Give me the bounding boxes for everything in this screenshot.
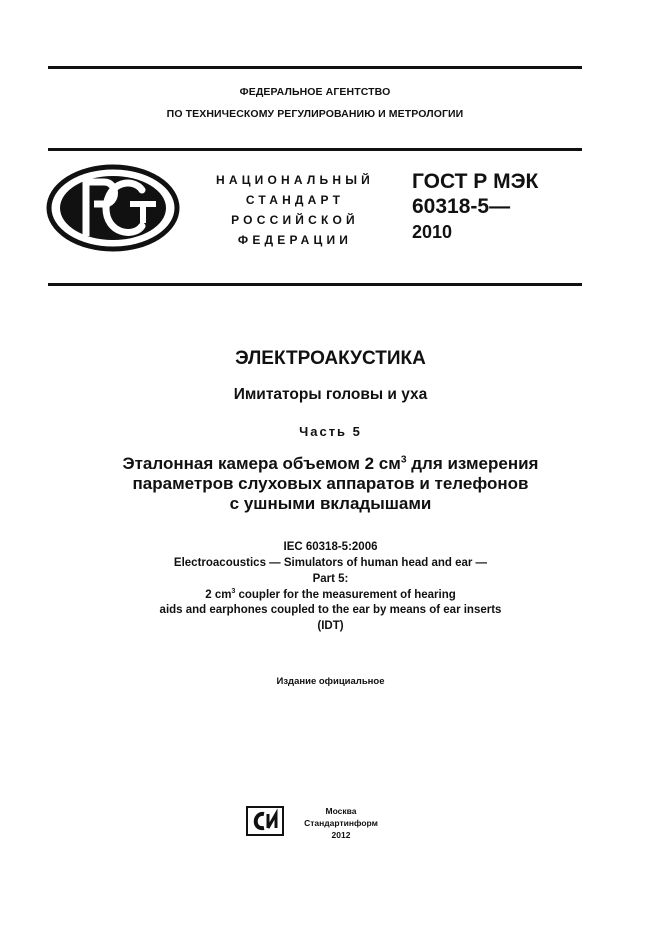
english-line-3-post: coupler for the measurement of hearing	[235, 589, 456, 601]
part-label: Часть 5	[299, 424, 362, 439]
standard-label-3: РОССИЙСКОЙ	[231, 213, 359, 227]
main-title: ЭЛЕКТРОАКУСТИКА	[235, 348, 426, 369]
agency-line-1: ФЕДЕРАЛЬНОЕ АГЕНТСТВО	[239, 86, 391, 98]
iec-reference: IEC 60318-5:2006	[283, 541, 378, 553]
english-title-line-1: Electroacoustics — Simulators of human head and ear —	[173, 557, 488, 569]
edition-note: Издание официальное	[276, 676, 385, 687]
gost-r-logo	[46, 164, 180, 252]
designation-line-2: 60318-5—	[412, 195, 511, 218]
standartinform-logo	[246, 806, 284, 836]
standard-label-2: СТАНДАРТ	[245, 193, 345, 207]
designation-line-1: ГОСТ Р МЭК	[412, 170, 539, 193]
subtitle: Имитаторы головы и уха	[233, 386, 428, 403]
standard-label-1: НАЦИОНАЛЬНЫЙ	[215, 173, 375, 187]
english-title-line-3	[0, 588, 661, 603]
top-rule	[48, 66, 582, 69]
english-title-line-4: aids and earphones coupled to the ear by means of ear inserts	[159, 604, 502, 616]
english-title-line-2: Part 5:	[312, 573, 349, 585]
standard-label-4: ФЕДЕРАЦИИ	[237, 233, 353, 247]
part-title-line-1-pre: Эталонная камера объемом 2 см	[122, 454, 401, 473]
part-title-line-1	[0, 454, 661, 474]
publisher-year: 2012	[331, 830, 351, 840]
part-title-line-2: параметров слуховых аппаратов и телефонов	[132, 474, 529, 493]
publisher-city: Москва	[325, 806, 357, 816]
part-title-line-1-post: для измерения	[406, 454, 539, 473]
designation-line-3: 2010	[412, 222, 453, 242]
part-title-line-3: с ушными вкладышами	[229, 494, 432, 513]
english-line-3-pre: 2 cm	[205, 589, 232, 601]
part-title-superscript: 3	[400, 454, 407, 466]
english-superscript: 3	[231, 588, 236, 596]
publisher-name: Стандартинформ	[304, 818, 378, 828]
english-title-line-5: (IDT)	[317, 620, 344, 632]
agency-rule	[48, 148, 582, 151]
header-rule	[48, 283, 582, 286]
agency-line-2: ПО ТЕХНИЧЕСКОМУ РЕГУЛИРОВАНИЮ И МЕТРОЛОГИИ	[166, 108, 464, 120]
